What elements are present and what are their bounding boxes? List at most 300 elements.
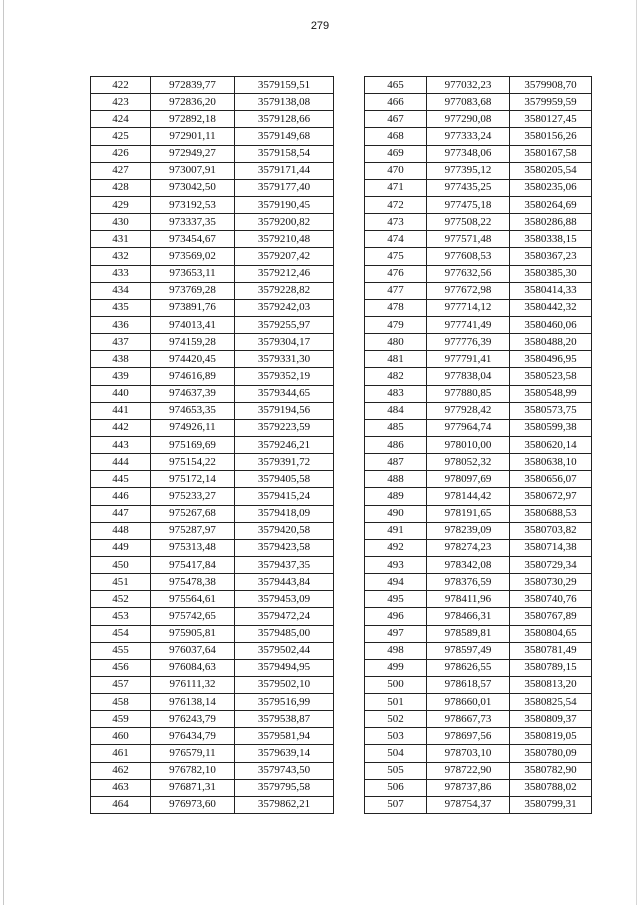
x-coordinate-cell: 978010,00 bbox=[427, 436, 510, 453]
x-coordinate-cell: 977083,68 bbox=[427, 94, 510, 111]
y-coordinate-cell: 3580788,02 bbox=[510, 779, 592, 796]
y-coordinate-cell: 3580825,54 bbox=[510, 694, 592, 711]
y-coordinate-cell: 3580780,09 bbox=[510, 745, 592, 762]
point-number-cell: 473 bbox=[365, 214, 427, 231]
x-coordinate-cell: 978660,01 bbox=[427, 694, 510, 711]
y-coordinate-cell: 3579149,68 bbox=[235, 128, 334, 145]
x-coordinate-cell: 977928,42 bbox=[427, 402, 510, 419]
x-coordinate-cell: 978376,59 bbox=[427, 574, 510, 591]
point-number-cell: 438 bbox=[91, 351, 151, 368]
table-row bbox=[91, 591, 334, 608]
y-coordinate-cell: 3579795,58 bbox=[235, 779, 334, 796]
y-coordinate-cell: 3579171,44 bbox=[235, 162, 334, 179]
table-row bbox=[365, 214, 592, 231]
y-coordinate-cell: 3580781,49 bbox=[510, 642, 592, 659]
y-coordinate-cell: 3579138,08 bbox=[235, 94, 334, 111]
table-row bbox=[91, 728, 334, 745]
y-coordinate-cell: 3579159,51 bbox=[235, 77, 334, 94]
point-number-cell: 459 bbox=[91, 711, 151, 728]
y-coordinate-cell: 3579207,42 bbox=[235, 248, 334, 265]
point-number-cell: 502 bbox=[365, 711, 427, 728]
table-row bbox=[365, 694, 592, 711]
y-coordinate-cell: 3580599,38 bbox=[510, 419, 592, 436]
point-number-cell: 455 bbox=[91, 642, 151, 659]
x-coordinate-cell: 972901,11 bbox=[151, 128, 235, 145]
table-row bbox=[91, 248, 334, 265]
table-row bbox=[365, 351, 592, 368]
point-number-cell: 454 bbox=[91, 625, 151, 642]
y-coordinate-cell: 3579639,14 bbox=[235, 745, 334, 762]
point-number-cell: 453 bbox=[91, 608, 151, 625]
point-number-cell: 487 bbox=[365, 454, 427, 471]
table-row bbox=[91, 711, 334, 728]
table-row bbox=[91, 179, 334, 196]
y-coordinate-cell: 3580804,65 bbox=[510, 625, 592, 642]
table-row bbox=[365, 94, 592, 111]
table-row bbox=[365, 728, 592, 745]
point-number-cell: 435 bbox=[91, 299, 151, 316]
table-row bbox=[365, 505, 592, 522]
x-coordinate-cell: 974013,41 bbox=[151, 316, 235, 333]
y-coordinate-cell: 3579472,24 bbox=[235, 608, 334, 625]
x-coordinate-cell: 977741,49 bbox=[427, 316, 510, 333]
x-coordinate-cell: 973192,53 bbox=[151, 196, 235, 213]
y-coordinate-cell: 3579177,40 bbox=[235, 179, 334, 196]
point-number-cell: 463 bbox=[91, 779, 151, 796]
y-coordinate-cell: 3579959,59 bbox=[510, 94, 592, 111]
y-coordinate-cell: 3579743,50 bbox=[235, 762, 334, 779]
y-coordinate-cell: 3580286,88 bbox=[510, 214, 592, 231]
y-coordinate-cell: 3580167,58 bbox=[510, 145, 592, 162]
y-coordinate-cell: 3579453,09 bbox=[235, 591, 334, 608]
table-row bbox=[365, 299, 592, 316]
y-coordinate-cell: 3580782,90 bbox=[510, 762, 592, 779]
y-coordinate-cell: 3580730,29 bbox=[510, 574, 592, 591]
point-number-cell: 464 bbox=[91, 796, 151, 813]
x-coordinate-cell: 977290,08 bbox=[427, 111, 510, 128]
y-coordinate-cell: 3579494,95 bbox=[235, 659, 334, 676]
point-number-cell: 422 bbox=[91, 77, 151, 94]
table-row bbox=[365, 454, 592, 471]
x-coordinate-cell: 974653,35 bbox=[151, 402, 235, 419]
x-coordinate-cell: 978703,10 bbox=[427, 745, 510, 762]
table-row bbox=[91, 539, 334, 556]
x-coordinate-cell: 978737,86 bbox=[427, 779, 510, 796]
x-coordinate-cell: 977571,48 bbox=[427, 231, 510, 248]
point-number-cell: 442 bbox=[91, 419, 151, 436]
x-coordinate-cell: 977632,56 bbox=[427, 265, 510, 282]
table-row bbox=[91, 282, 334, 299]
y-coordinate-cell: 3579158,54 bbox=[235, 145, 334, 162]
table-row bbox=[91, 694, 334, 711]
table-row bbox=[91, 77, 334, 94]
point-number-cell: 461 bbox=[91, 745, 151, 762]
table-row bbox=[91, 574, 334, 591]
table-row bbox=[365, 608, 592, 625]
table-row bbox=[91, 111, 334, 128]
point-number-cell: 441 bbox=[91, 402, 151, 419]
x-coordinate-cell: 974420,45 bbox=[151, 351, 235, 368]
table-row bbox=[91, 505, 334, 522]
point-number-cell: 427 bbox=[91, 162, 151, 179]
y-coordinate-cell: 3580414,33 bbox=[510, 282, 592, 299]
point-number-cell: 497 bbox=[365, 625, 427, 642]
point-number-cell: 425 bbox=[91, 128, 151, 145]
table-row bbox=[91, 762, 334, 779]
x-coordinate-cell: 974159,28 bbox=[151, 334, 235, 351]
x-coordinate-cell: 977714,12 bbox=[427, 299, 510, 316]
x-coordinate-cell: 977776,39 bbox=[427, 334, 510, 351]
table-row bbox=[91, 145, 334, 162]
point-number-cell: 458 bbox=[91, 694, 151, 711]
table-row bbox=[365, 711, 592, 728]
table-row bbox=[365, 488, 592, 505]
x-coordinate-cell: 978589,81 bbox=[427, 625, 510, 642]
point-number-cell: 494 bbox=[365, 574, 427, 591]
y-coordinate-cell: 3580789,15 bbox=[510, 659, 592, 676]
y-coordinate-cell: 3579223,59 bbox=[235, 419, 334, 436]
point-number-cell: 469 bbox=[365, 145, 427, 162]
x-coordinate-cell: 978097,69 bbox=[427, 471, 510, 488]
point-number-cell: 485 bbox=[365, 419, 427, 436]
x-coordinate-cell: 976434,79 bbox=[151, 728, 235, 745]
point-number-cell: 443 bbox=[91, 436, 151, 453]
x-coordinate-cell: 973769,28 bbox=[151, 282, 235, 299]
x-coordinate-cell: 978144,42 bbox=[427, 488, 510, 505]
y-coordinate-cell: 3580819,05 bbox=[510, 728, 592, 745]
point-number-cell: 501 bbox=[365, 694, 427, 711]
x-coordinate-cell: 975267,68 bbox=[151, 505, 235, 522]
y-coordinate-cell: 3579485,00 bbox=[235, 625, 334, 642]
x-coordinate-cell: 976579,11 bbox=[151, 745, 235, 762]
y-coordinate-cell: 3579210,48 bbox=[235, 231, 334, 248]
x-coordinate-cell: 976871,31 bbox=[151, 779, 235, 796]
table-row bbox=[365, 402, 592, 419]
y-coordinate-cell: 3580672,97 bbox=[510, 488, 592, 505]
y-coordinate-cell: 3580620,14 bbox=[510, 436, 592, 453]
y-coordinate-cell: 3579502,44 bbox=[235, 642, 334, 659]
table-row bbox=[91, 385, 334, 402]
y-coordinate-cell: 3580767,89 bbox=[510, 608, 592, 625]
point-number-cell: 448 bbox=[91, 522, 151, 539]
scan-edge-right bbox=[636, 0, 637, 905]
point-number-cell: 492 bbox=[365, 539, 427, 556]
table-row bbox=[365, 436, 592, 453]
point-number-cell: 457 bbox=[91, 676, 151, 693]
point-number-cell: 437 bbox=[91, 334, 151, 351]
x-coordinate-cell: 976138,14 bbox=[151, 694, 235, 711]
coordinates-table-left bbox=[90, 76, 334, 814]
x-coordinate-cell: 977508,22 bbox=[427, 214, 510, 231]
y-coordinate-cell: 3580799,31 bbox=[510, 796, 592, 813]
scan-edge-left bbox=[3, 0, 4, 905]
y-coordinate-cell: 3579304,17 bbox=[235, 334, 334, 351]
table-row bbox=[91, 745, 334, 762]
y-coordinate-cell: 3580127,45 bbox=[510, 111, 592, 128]
table-row bbox=[365, 368, 592, 385]
table-row bbox=[91, 779, 334, 796]
table-row bbox=[91, 265, 334, 282]
x-coordinate-cell: 977348,06 bbox=[427, 145, 510, 162]
y-coordinate-cell: 3579246,21 bbox=[235, 436, 334, 453]
table-row bbox=[91, 488, 334, 505]
table-row bbox=[365, 196, 592, 213]
table-row bbox=[365, 659, 592, 676]
point-number-cell: 499 bbox=[365, 659, 427, 676]
y-coordinate-cell: 3580460,06 bbox=[510, 316, 592, 333]
y-coordinate-cell: 3579242,03 bbox=[235, 299, 334, 316]
x-coordinate-cell: 973337,35 bbox=[151, 214, 235, 231]
y-coordinate-cell: 3579344,65 bbox=[235, 385, 334, 402]
x-coordinate-cell: 975564,61 bbox=[151, 591, 235, 608]
table-row bbox=[365, 111, 592, 128]
x-coordinate-cell: 978466,31 bbox=[427, 608, 510, 625]
y-coordinate-cell: 3579418,09 bbox=[235, 505, 334, 522]
x-coordinate-cell: 978618,57 bbox=[427, 676, 510, 693]
point-number-cell: 477 bbox=[365, 282, 427, 299]
point-number-cell: 478 bbox=[365, 299, 427, 316]
x-coordinate-cell: 978722,90 bbox=[427, 762, 510, 779]
point-number-cell: 462 bbox=[91, 762, 151, 779]
point-number-cell: 430 bbox=[91, 214, 151, 231]
y-coordinate-cell: 3579502,10 bbox=[235, 676, 334, 693]
x-coordinate-cell: 974926,11 bbox=[151, 419, 235, 436]
table-row bbox=[365, 316, 592, 333]
point-number-cell: 428 bbox=[91, 179, 151, 196]
table-row bbox=[91, 608, 334, 625]
table-row bbox=[365, 231, 592, 248]
point-number-cell: 476 bbox=[365, 265, 427, 282]
table-row bbox=[91, 642, 334, 659]
x-coordinate-cell: 973454,67 bbox=[151, 231, 235, 248]
x-coordinate-cell: 973007,91 bbox=[151, 162, 235, 179]
table-row bbox=[365, 796, 592, 813]
point-number-cell: 426 bbox=[91, 145, 151, 162]
point-number-cell: 432 bbox=[91, 248, 151, 265]
table-row bbox=[91, 676, 334, 693]
x-coordinate-cell: 978754,37 bbox=[427, 796, 510, 813]
point-number-cell: 475 bbox=[365, 248, 427, 265]
y-coordinate-cell: 3579420,58 bbox=[235, 522, 334, 539]
x-coordinate-cell: 976037,64 bbox=[151, 642, 235, 659]
table-row bbox=[365, 539, 592, 556]
point-number-cell: 504 bbox=[365, 745, 427, 762]
x-coordinate-cell: 978052,32 bbox=[427, 454, 510, 471]
x-coordinate-cell: 972839,77 bbox=[151, 77, 235, 94]
y-coordinate-cell: 3580638,10 bbox=[510, 454, 592, 471]
y-coordinate-cell: 3579908,70 bbox=[510, 77, 592, 94]
y-coordinate-cell: 3579405,58 bbox=[235, 471, 334, 488]
point-number-cell: 465 bbox=[365, 77, 427, 94]
table-row bbox=[91, 299, 334, 316]
point-number-cell: 472 bbox=[365, 196, 427, 213]
table-row bbox=[365, 179, 592, 196]
x-coordinate-cell: 977032,23 bbox=[427, 77, 510, 94]
y-coordinate-cell: 3580573,75 bbox=[510, 402, 592, 419]
table-row bbox=[365, 745, 592, 762]
table-row bbox=[365, 556, 592, 573]
x-coordinate-cell: 975478,38 bbox=[151, 574, 235, 591]
point-number-cell: 451 bbox=[91, 574, 151, 591]
table-row bbox=[91, 94, 334, 111]
y-coordinate-cell: 3580496,95 bbox=[510, 351, 592, 368]
y-coordinate-cell: 3579443,84 bbox=[235, 574, 334, 591]
point-number-cell: 471 bbox=[365, 179, 427, 196]
x-coordinate-cell: 977964,74 bbox=[427, 419, 510, 436]
table-row bbox=[365, 128, 592, 145]
table-row bbox=[91, 522, 334, 539]
point-number-cell: 466 bbox=[365, 94, 427, 111]
y-coordinate-cell: 3580813,20 bbox=[510, 676, 592, 693]
point-number-cell: 439 bbox=[91, 368, 151, 385]
y-coordinate-cell: 3580338,15 bbox=[510, 231, 592, 248]
table-row bbox=[91, 471, 334, 488]
point-number-cell: 468 bbox=[365, 128, 427, 145]
x-coordinate-cell: 974616,89 bbox=[151, 368, 235, 385]
x-coordinate-cell: 977475,18 bbox=[427, 196, 510, 213]
table-row bbox=[91, 796, 334, 813]
x-coordinate-cell: 977435,25 bbox=[427, 179, 510, 196]
table-row bbox=[91, 334, 334, 351]
point-number-cell: 480 bbox=[365, 334, 427, 351]
point-number-cell: 481 bbox=[365, 351, 427, 368]
x-coordinate-cell: 975313,48 bbox=[151, 539, 235, 556]
y-coordinate-cell: 3580523,58 bbox=[510, 368, 592, 385]
point-number-cell: 423 bbox=[91, 94, 151, 111]
table-row bbox=[365, 334, 592, 351]
table-row bbox=[365, 676, 592, 693]
y-coordinate-cell: 3579538,87 bbox=[235, 711, 334, 728]
point-number-cell: 424 bbox=[91, 111, 151, 128]
y-coordinate-cell: 3579228,82 bbox=[235, 282, 334, 299]
x-coordinate-cell: 976111,32 bbox=[151, 676, 235, 693]
x-coordinate-cell: 978274,23 bbox=[427, 539, 510, 556]
y-coordinate-cell: 3580235,06 bbox=[510, 179, 592, 196]
y-coordinate-cell: 3580729,34 bbox=[510, 556, 592, 573]
table-row bbox=[91, 316, 334, 333]
y-coordinate-cell: 3579437,35 bbox=[235, 556, 334, 573]
x-coordinate-cell: 977395,12 bbox=[427, 162, 510, 179]
x-coordinate-cell: 976243,79 bbox=[151, 711, 235, 728]
x-coordinate-cell: 973042,50 bbox=[151, 179, 235, 196]
point-number-cell: 484 bbox=[365, 402, 427, 419]
point-number-cell: 474 bbox=[365, 231, 427, 248]
table-row bbox=[91, 351, 334, 368]
point-number-cell: 460 bbox=[91, 728, 151, 745]
table-row bbox=[91, 436, 334, 453]
y-coordinate-cell: 3580367,23 bbox=[510, 248, 592, 265]
table-row bbox=[365, 642, 592, 659]
point-number-cell: 445 bbox=[91, 471, 151, 488]
table-row bbox=[91, 419, 334, 436]
x-coordinate-cell: 978191,65 bbox=[427, 505, 510, 522]
x-coordinate-cell: 975154,22 bbox=[151, 454, 235, 471]
table-row bbox=[365, 282, 592, 299]
table-row bbox=[365, 265, 592, 282]
y-coordinate-cell: 3579212,46 bbox=[235, 265, 334, 282]
y-coordinate-cell: 3579415,24 bbox=[235, 488, 334, 505]
y-coordinate-cell: 3580548,99 bbox=[510, 385, 592, 402]
point-number-cell: 450 bbox=[91, 556, 151, 573]
x-coordinate-cell: 975742,65 bbox=[151, 608, 235, 625]
point-number-cell: 452 bbox=[91, 591, 151, 608]
point-number-cell: 433 bbox=[91, 265, 151, 282]
y-coordinate-cell: 3579128,66 bbox=[235, 111, 334, 128]
table-row bbox=[365, 471, 592, 488]
table-row bbox=[365, 385, 592, 402]
x-coordinate-cell: 975172,14 bbox=[151, 471, 235, 488]
point-number-cell: 493 bbox=[365, 556, 427, 573]
x-coordinate-cell: 978239,09 bbox=[427, 522, 510, 539]
point-number-cell: 436 bbox=[91, 316, 151, 333]
page-number: 279 bbox=[310, 20, 330, 32]
y-coordinate-cell: 3580703,82 bbox=[510, 522, 592, 539]
x-coordinate-cell: 973653,11 bbox=[151, 265, 235, 282]
table-row bbox=[365, 522, 592, 539]
point-number-cell: 507 bbox=[365, 796, 427, 813]
point-number-cell: 505 bbox=[365, 762, 427, 779]
point-number-cell: 479 bbox=[365, 316, 427, 333]
point-number-cell: 506 bbox=[365, 779, 427, 796]
point-number-cell: 486 bbox=[365, 436, 427, 453]
point-number-cell: 482 bbox=[365, 368, 427, 385]
y-coordinate-cell: 3580385,30 bbox=[510, 265, 592, 282]
point-number-cell: 470 bbox=[365, 162, 427, 179]
y-coordinate-cell: 3579391,72 bbox=[235, 454, 334, 471]
y-coordinate-cell: 3579581,94 bbox=[235, 728, 334, 745]
table-row bbox=[365, 574, 592, 591]
table-row bbox=[91, 659, 334, 676]
table-row bbox=[91, 368, 334, 385]
table-row bbox=[91, 556, 334, 573]
x-coordinate-cell: 978667,73 bbox=[427, 711, 510, 728]
x-coordinate-cell: 977608,53 bbox=[427, 248, 510, 265]
x-coordinate-cell: 976782,10 bbox=[151, 762, 235, 779]
point-number-cell: 490 bbox=[365, 505, 427, 522]
y-coordinate-cell: 3580714,38 bbox=[510, 539, 592, 556]
point-number-cell: 491 bbox=[365, 522, 427, 539]
y-coordinate-cell: 3580656,07 bbox=[510, 471, 592, 488]
x-coordinate-cell: 977672,98 bbox=[427, 282, 510, 299]
point-number-cell: 446 bbox=[91, 488, 151, 505]
y-coordinate-cell: 3579516,99 bbox=[235, 694, 334, 711]
table-row bbox=[365, 77, 592, 94]
y-coordinate-cell: 3579194,56 bbox=[235, 402, 334, 419]
x-coordinate-cell: 978411,96 bbox=[427, 591, 510, 608]
point-number-cell: 431 bbox=[91, 231, 151, 248]
y-coordinate-cell: 3580740,76 bbox=[510, 591, 592, 608]
x-coordinate-cell: 977880,85 bbox=[427, 385, 510, 402]
table-row bbox=[91, 214, 334, 231]
coordinates-table-right bbox=[364, 76, 592, 814]
point-number-cell: 483 bbox=[365, 385, 427, 402]
x-coordinate-cell: 978597,49 bbox=[427, 642, 510, 659]
table-row bbox=[91, 196, 334, 213]
table-row bbox=[365, 145, 592, 162]
x-coordinate-cell: 977791,41 bbox=[427, 351, 510, 368]
x-coordinate-cell: 975169,69 bbox=[151, 436, 235, 453]
table-row bbox=[365, 248, 592, 265]
point-number-cell: 496 bbox=[365, 608, 427, 625]
x-coordinate-cell: 972892,18 bbox=[151, 111, 235, 128]
x-coordinate-cell: 975287,97 bbox=[151, 522, 235, 539]
x-coordinate-cell: 973569,02 bbox=[151, 248, 235, 265]
x-coordinate-cell: 974637,39 bbox=[151, 385, 235, 402]
point-number-cell: 503 bbox=[365, 728, 427, 745]
y-coordinate-cell: 3579255,97 bbox=[235, 316, 334, 333]
point-number-cell: 489 bbox=[365, 488, 427, 505]
point-number-cell: 429 bbox=[91, 196, 151, 213]
